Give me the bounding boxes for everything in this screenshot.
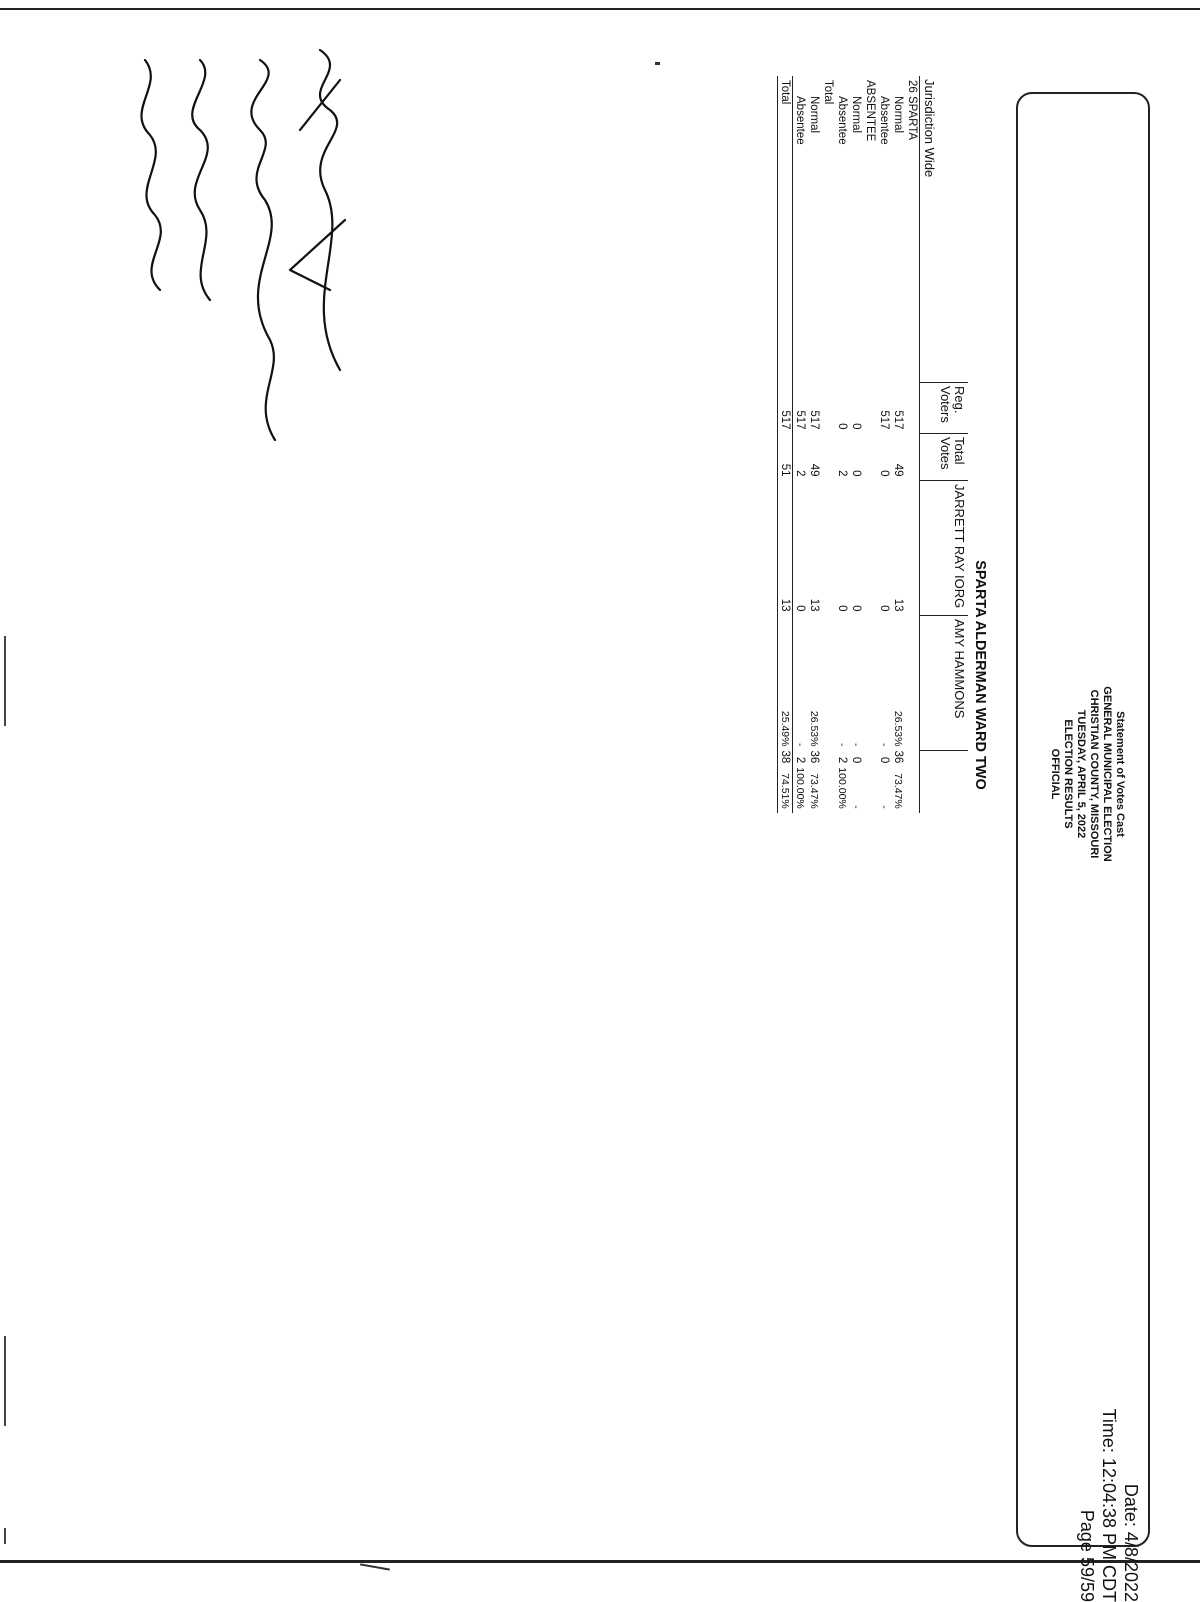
reg-voters-cell: [905, 383, 920, 434]
candidate2-votes-cell: 36: [808, 750, 820, 764]
table-row: [849, 76, 863, 813]
candidate1-pct-cell: -: [878, 743, 890, 747]
report-title-line: TUESDAY, APRIL 5, 2022: [1075, 709, 1087, 839]
jurisdiction-header-label: Jurisdiction Wide: [922, 79, 937, 178]
row-label: Total: [778, 76, 793, 383]
reg-voters-cell: 517: [778, 383, 793, 434]
candidate2-pct-cell: 100.00%: [794, 767, 806, 809]
report-header: [1016, 92, 1150, 1602]
candidate1-votes-cell: [821, 481, 835, 616]
candidate2-votes-cell: 2: [794, 756, 806, 764]
candidate1-pct-cell: -: [850, 743, 862, 747]
table-row: [807, 76, 821, 813]
table-row: [835, 76, 849, 813]
table-row: [905, 76, 920, 813]
report-date: Date: 4/8/2022: [1121, 1483, 1141, 1602]
reg-voters-cell: [863, 383, 877, 434]
table-row: [863, 76, 877, 813]
row-label: ABSENTEE: [864, 80, 876, 142]
candidate1-pct-cell: 26.53%: [808, 710, 820, 747]
candidate1-votes-cell: 13: [778, 481, 793, 616]
table-row: [821, 76, 835, 813]
row-label: Normal: [808, 96, 820, 134]
candidate1-pct-cell: [863, 616, 877, 751]
row-label: Normal: [850, 96, 862, 134]
table-row: [778, 76, 793, 813]
table-row: [877, 76, 891, 813]
results-table: [777, 76, 968, 813]
candidate2-header: AMY HAMMONS: [920, 616, 969, 751]
reg-voters-cell: 0: [836, 423, 848, 430]
candidate2-votes-cell: 0: [850, 756, 862, 764]
results-body: [778, 76, 920, 813]
total-votes-cell: [905, 434, 920, 481]
report-title-line: ELECTION RESULTS: [1062, 719, 1074, 829]
total-votes-cell: 2: [794, 470, 806, 477]
candidate2-pct-cell: -: [850, 805, 862, 809]
candidate2-votes-cell: 38: [778, 751, 793, 768]
candidate2-pct-cell: [821, 767, 835, 812]
report-page: Page 59/59: [1077, 1509, 1097, 1602]
total-votes-cell: 49: [892, 463, 904, 477]
row-label: Absentee: [836, 96, 848, 145]
jurisdiction-header: [920, 76, 969, 383]
candidate2-votes-cell: [905, 751, 920, 768]
report-title-line: Statement of Votes Cast: [1114, 711, 1126, 837]
row-label: Normal: [892, 96, 904, 134]
candidate1-votes-cell: 0: [850, 605, 862, 612]
total-votes-cell: 2: [836, 470, 848, 477]
reg-voters-cell: 0: [850, 423, 862, 430]
candidate1-header: JARRETT RAY IORG: [920, 481, 969, 616]
row-label: Absentee: [878, 96, 890, 145]
reg-voters-cell: 517: [808, 410, 820, 430]
candidate2-votes-cell: 0: [878, 756, 890, 764]
signatures: [120, 40, 360, 460]
candidate2-votes-cell: [821, 751, 835, 768]
candidate2-pct-cell: -: [878, 805, 890, 809]
candidate1-votes-cell: 0: [836, 605, 848, 612]
candidate2-votes-cell: [863, 751, 877, 768]
total-votes-cell: 51: [778, 434, 793, 481]
candidate1-votes-cell: 13: [892, 598, 904, 612]
report-time: Time: 12:04:38 PM CDT: [1099, 1408, 1119, 1602]
reg-voters-cell: 517: [878, 410, 890, 430]
report-title-line: CHRISTIAN COUNTY, MISSOURI: [1088, 689, 1100, 859]
signature-2: [251, 60, 275, 440]
candidate1-pct-cell: -: [794, 743, 806, 747]
reg-voters-header: Reg. Voters: [920, 383, 969, 434]
reg-voters-cell: 517: [794, 410, 806, 430]
candidate2-pct-cell: 74.51%: [778, 767, 793, 812]
reg-voters-cell: [821, 383, 835, 434]
candidate1-votes-cell: 0: [878, 605, 890, 612]
candidate1-pct-cell: 25.49%: [778, 616, 793, 751]
candidate2-pct-cell: 100.00%: [836, 767, 848, 809]
row-label: 26 SPARTA: [906, 80, 918, 141]
candidate1-pct-cell: [821, 616, 835, 751]
candidate1-votes-cell: 13: [808, 598, 820, 612]
total-votes-cell: 49: [808, 463, 820, 477]
race-title: SPARTA ALDERMAN WARD TWO: [972, 560, 988, 790]
candidate2-votes-cell: 36: [892, 750, 904, 764]
signature-3: [192, 60, 210, 300]
candidate2-pct-cell: [905, 767, 920, 812]
reg-voters-cell: 517: [892, 410, 904, 430]
total-votes-cell: [821, 434, 835, 481]
report-title-line: OFFICIAL: [1049, 748, 1061, 800]
total-votes-cell: 0: [850, 470, 862, 477]
table-row: [793, 76, 808, 813]
candidate1-votes-cell: [905, 481, 920, 616]
candidate1-votes-cell: 0: [794, 605, 806, 612]
row-label: Total: [822, 80, 834, 105]
candidate2-votes-cell: 2: [836, 756, 848, 764]
total-votes-cell: [863, 434, 877, 481]
signature-4: [141, 60, 160, 290]
total-votes-cell: 0: [878, 470, 890, 477]
report-meta: [1076, 1312, 1142, 1602]
table-row: [891, 76, 905, 813]
candidate2-pct-cell: [863, 767, 877, 812]
total-votes-header: Total Votes: [920, 434, 969, 481]
table-header-row: [920, 76, 969, 813]
report-title-block: [1048, 614, 1126, 934]
candidate1-pct-cell: 26.53%: [892, 710, 904, 747]
row-label: Absentee: [794, 96, 806, 145]
candidate1-votes-cell: [863, 481, 877, 616]
candidate2-pct-cell: 73.47%: [808, 773, 820, 809]
candidate2-pct-cell: 73.47%: [892, 773, 904, 809]
report-title-line: GENERAL MUNICIPAL ELECTION: [1101, 686, 1113, 862]
signature-1: [290, 50, 345, 370]
candidate1-pct-cell: -: [836, 743, 848, 747]
candidate1-pct-cell: [905, 616, 920, 751]
